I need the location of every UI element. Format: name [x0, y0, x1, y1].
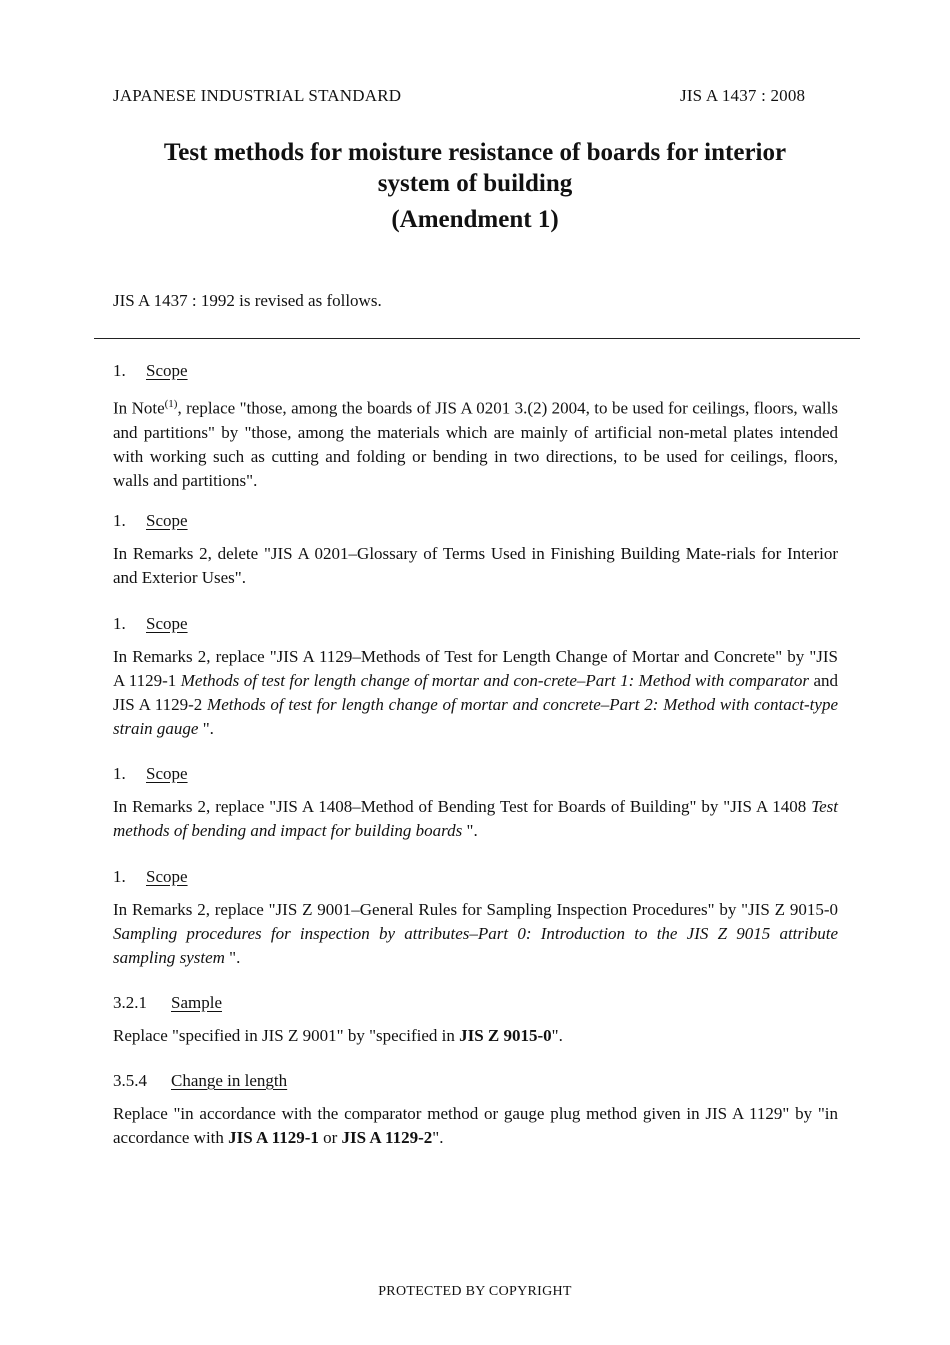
section-number: 1. — [113, 614, 126, 633]
section-text: In Remarks 2, delete "JIS A 0201–Glossary of Terms Used in Finishing Building Mate-rials for Interior and Exterior Uses". — [113, 544, 838, 587]
italic-title: Methods of test for length change of mortar and con-crete–Part 1: Method with comparator — [180, 671, 810, 690]
bold-reference: JIS A 1129-2 — [341, 1128, 433, 1147]
amendment-label: (Amendment 1) — [391, 206, 559, 233]
divider — [94, 338, 860, 339]
title-line-2: system of building — [377, 170, 573, 197]
title-line-1: Test methods for moisture resistance of boards for interior — [163, 139, 787, 166]
italic-title: Methods of test for length change of mortar and concrete–Part 2: Method with contact-type strain gauge — [113, 695, 838, 738]
section-number: 3.5.4 — [113, 1071, 147, 1090]
section-scope-delete — [113, 509, 838, 590]
section-text — [113, 392, 838, 493]
section-number: 1. — [113, 764, 126, 783]
section-scope-a1408 — [113, 762, 838, 843]
text-run: ". — [432, 1128, 444, 1147]
text-run: ". — [462, 821, 478, 840]
bold-reference: JIS Z 9015-0 — [459, 1026, 552, 1045]
section-number: 1. — [113, 361, 126, 380]
section-scope-a1129 — [113, 612, 838, 741]
note-reference: (1) — [164, 398, 178, 410]
section-title: Scope — [146, 614, 188, 633]
section-heading — [113, 612, 838, 636]
section-text — [113, 1024, 838, 1048]
section-number: 3.2.1 — [113, 993, 147, 1012]
section-title: Change in length — [171, 1071, 288, 1090]
section-change-in-length — [113, 1069, 838, 1150]
text-run: and JIS A 1129-2 — [113, 671, 838, 714]
section-title: Scope — [146, 511, 188, 530]
section-text — [113, 1102, 838, 1150]
text-run: ". — [551, 1026, 563, 1045]
header-standard-name: JAPANESE INDUSTRIAL STANDARD — [113, 86, 402, 105]
section-scope-z9015 — [113, 865, 838, 970]
section-text — [113, 898, 838, 970]
text-run: or — [318, 1128, 342, 1147]
intro-text: JIS A 1437 : 1992 is revised as follows. — [113, 291, 382, 310]
section-title: Scope — [146, 867, 188, 886]
section-title: Scope — [146, 764, 188, 783]
text-run: ". — [224, 948, 241, 967]
section-heading — [113, 991, 838, 1015]
bold-reference: JIS A 1129-1 — [228, 1128, 319, 1147]
section-heading — [113, 762, 838, 786]
text-run: ". — [198, 719, 214, 738]
header-standard-number: JIS A 1437 : 2008 — [680, 86, 806, 105]
section-number: 1. — [113, 867, 126, 886]
section-heading — [113, 1069, 838, 1093]
document-title — [0, 137, 950, 199]
section-scope-note — [113, 359, 838, 493]
section-heading — [113, 865, 838, 889]
section-heading — [113, 509, 838, 533]
section-title: Sample — [171, 993, 222, 1012]
section-heading — [113, 359, 838, 383]
section-number: 1. — [113, 511, 126, 530]
section-text — [113, 795, 838, 843]
text-run: Replace "specified in JIS Z 9001" by "specified in — [113, 1026, 460, 1045]
copyright-footer: PROTECTED BY COPYRIGHT — [378, 1284, 572, 1299]
section-sample — [113, 991, 838, 1048]
section-title: Scope — [146, 361, 188, 380]
text-run: In Remarks 2, replace "JIS A 1129–Methods of Test for Length Change of Mortar and Concrete" by "JIS A 1129-1 — [113, 647, 838, 690]
text-run: Replace "in accordance with the comparator method or gauge plug method given in JIS A 1129" by "in accordance with — [113, 1104, 838, 1147]
text-run: In Remarks 2, replace "JIS A 1408–Method of Bending Test for Boards of Building" by "JIS A 1408 — [113, 797, 812, 816]
section-text — [113, 645, 838, 741]
text-run: In Note — [113, 398, 165, 418]
text-run: , replace "those, among the boards of JIS A 0201 3.(2) 2004, to be used for ceilings, floors, walls and partitions" by "those, among the materials which are mainly of artificial non-metal plates intended with working such as cutting and folding or bending in two directions, to be used for ceilings, floors, walls and partitions". — [113, 398, 838, 490]
italic-title: Sampling procedures for inspection by attributes–Part 0: Introduction to the JIS Z 9015 attribute sampling system — [113, 924, 838, 967]
text-run: In Remarks 2, replace "JIS Z 9001–General Rules for Sampling Inspection Procedures" by "JIS Z 9015-0 — [113, 900, 838, 919]
italic-title: Test methods of bending and impact for building boards — [113, 797, 838, 840]
